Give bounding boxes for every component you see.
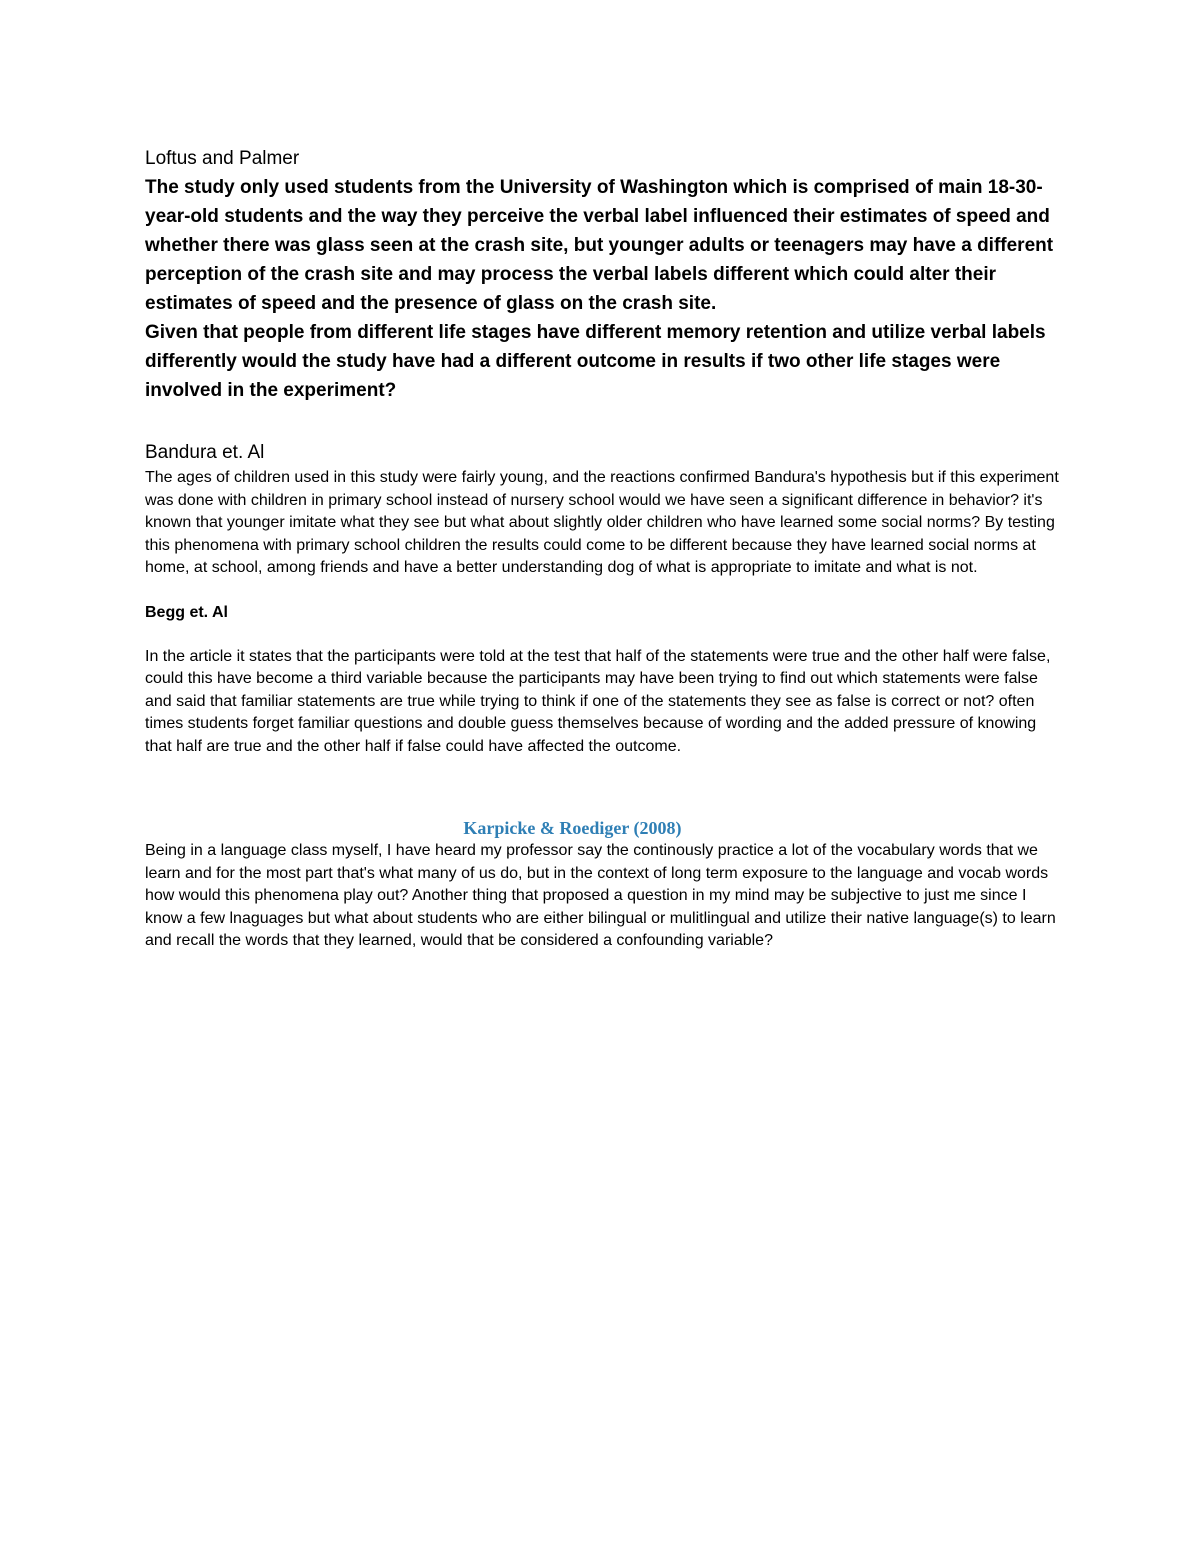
section-heading: Karpicke & Roediger (2008) [463, 818, 682, 838]
section-paragraph: Given that people from different life stages have different memory retention and utilize verbal labels differently would the study have had a different outcome in results if two other life stages were involved in the experiment? [145, 322, 1046, 401]
section-karpicke-roediger [145, 816, 1060, 953]
section-begg [145, 602, 1060, 759]
section-heading: Loftus and Palmer [145, 148, 300, 169]
section-paragraph: Being in a language class myself, I have heard my professor say the continously practice a lot of the vocabulary words that we learn and for the most part that's what many of us do, but in the context of long term exposure to the language and vocab words how would this phenomena play out? Another thing that proposed a question in my mind may be subjective to just me since I know a few lnaguages but what about students who are either bilingual or mulitlingual and utilize their native language(s) to learn and recall the words that they learned, would that be considered a confounding variable? [145, 842, 1056, 949]
section-paragraph: In the article it states that the participants were told at the test that half of the statements were true and the other half were false, could this have become a third variable because the participants may have been trying to find out which statements were false and said that familiar statements are true while trying to think if one of the statements they see as false is correct or not? often times students forget familiar questions and double guess themselves because of wording and the added pressure of knowing that half are true and the other half if false could have affected the outcome. [145, 647, 1051, 755]
section-loftus-palmer [145, 145, 1060, 405]
section-paragraph: The ages of children used in this study were fairly young, and the reactions confirmed Bandura's hypothesis but if this experiment was done with children in primary school instead of nursery school would we have seen a significant difference in behavior? it's known that younger imitate what they see but what about slightly older children who have learned some social norms? By testing this phenomena with primary school children the results could come to be different because they have learned social norms at home, at school, among friends and have a better understanding dog of what is appropriate to imitate and what is not. [145, 469, 1059, 576]
document-content [145, 145, 1060, 953]
section-heading: Bandura et. Al [145, 442, 265, 463]
section-heading: Begg et. Al [145, 603, 228, 621]
section-paragraph: The study only used students from the University of Washington which is comprised of main 18-30-year-old students and the way they perceive the verbal label influenced their estimates of speed and whether there was glass seen at the crash site, but younger adults or teenagers may have a different perception of the crash site and may process the verbal labels different which could alter their estimates of speed and the presence of glass on the crash site. [145, 177, 1054, 314]
section-bandura [145, 439, 1060, 580]
